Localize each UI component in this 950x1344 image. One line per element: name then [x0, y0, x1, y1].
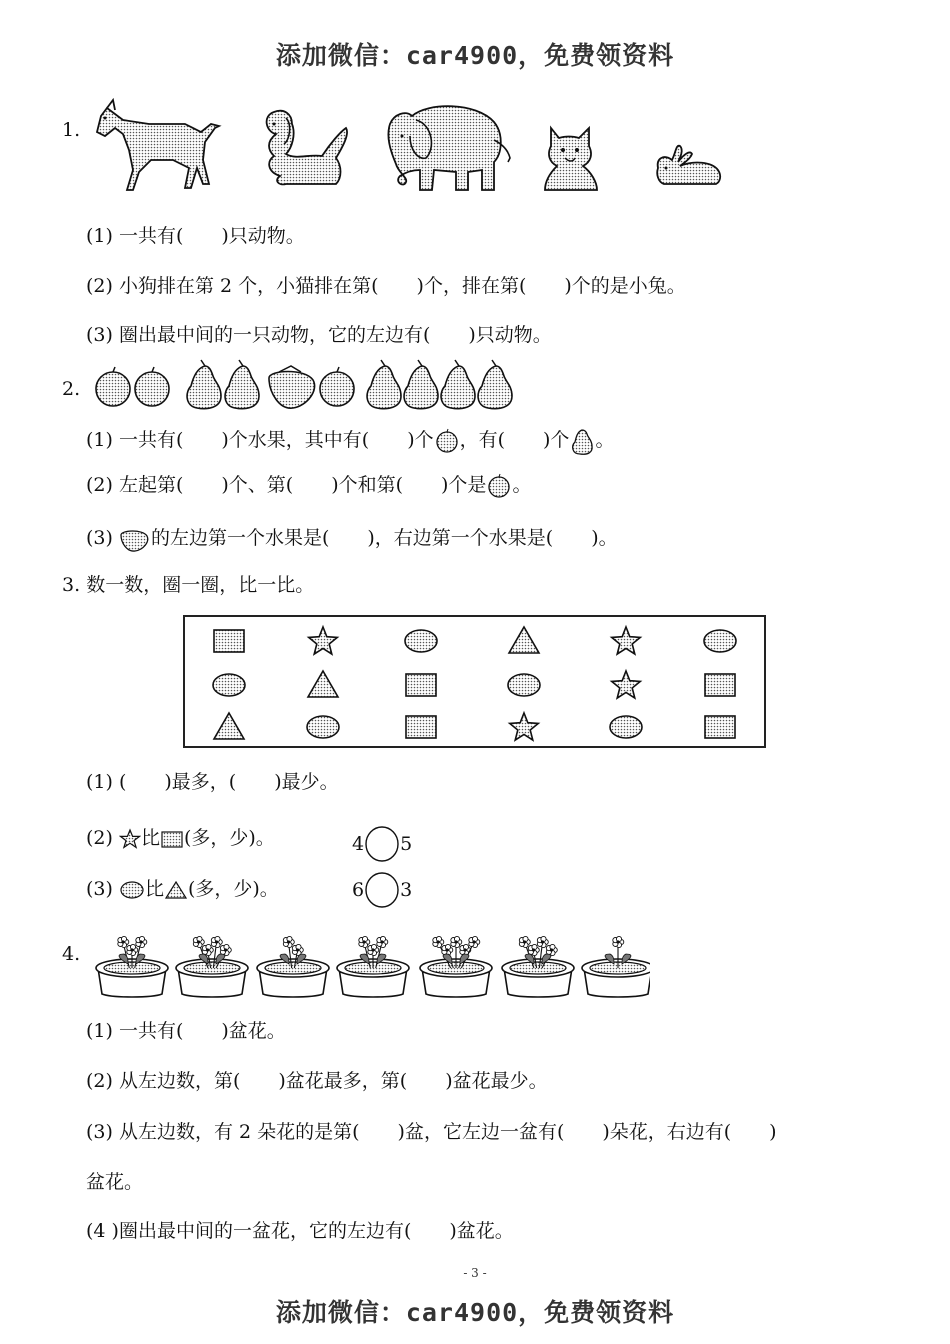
flower-icon — [193, 936, 204, 947]
rabbit-image — [650, 142, 726, 190]
ellipse-icon[interactable] — [610, 716, 642, 738]
footer-banner: 添加微信：car4900，免费领资料 — [275, 1298, 675, 1327]
square-icon[interactable] — [406, 674, 436, 696]
flower-icon — [451, 936, 462, 947]
flower-icon — [283, 936, 294, 947]
flower-icon — [537, 936, 548, 947]
flower-icon — [433, 936, 444, 947]
square-icon — [160, 829, 184, 849]
q3-compare-2: 6 3 — [352, 872, 412, 910]
q1-item-2: (2) 小狗排在第 2 个，小猫排在第( )个，排在第( )个的是小兔。 — [86, 275, 686, 297]
q3-heading: 3. 数一数，圈一圈，比一比。 — [62, 574, 315, 596]
flower-icon — [377, 936, 388, 947]
ellipse-icon[interactable] — [213, 674, 245, 696]
compare-circle[interactable] — [364, 826, 400, 864]
pear-icon — [367, 360, 401, 409]
apple-icon — [434, 428, 460, 454]
ellipse-icon[interactable] — [405, 630, 437, 652]
q2-number: 2. — [62, 378, 81, 400]
star-icon[interactable] — [612, 627, 641, 654]
flower-icon — [136, 936, 147, 947]
q2-item-3: (3) 的左边第一个水果是( )，右边第一个水果是( )。 — [86, 526, 618, 552]
star-icon[interactable] — [309, 627, 338, 654]
header-banner: 添加微信：car4900，免费领资料 — [275, 41, 675, 70]
shapes-grid-svg — [185, 617, 764, 746]
q2-item-2: (2) 左起第( )个、第( )个和第( )个是 。 — [86, 473, 531, 499]
page-number: - 3 - — [463, 1266, 487, 1280]
strawberry-icon — [269, 366, 315, 408]
cat-image — [541, 124, 601, 196]
apple-icon — [320, 367, 354, 406]
ellipse-icon[interactable] — [508, 674, 540, 696]
pear-icon — [478, 360, 512, 409]
q1-number: 1. — [62, 119, 81, 141]
pear-icon — [569, 426, 595, 456]
square-icon[interactable] — [705, 716, 735, 738]
flower-pot[interactable] — [257, 936, 329, 997]
q4-item-2: (2) 从左边数，第( )盆花最多，第( )盆花最少。 — [86, 1070, 548, 1092]
flower-pot[interactable] — [96, 936, 168, 997]
flower-icon — [118, 936, 129, 947]
q4-item-3-cont: 盆花。 — [86, 1171, 144, 1193]
ellipse-icon[interactable] — [307, 716, 339, 738]
fruit-row — [93, 358, 523, 412]
apple-icon — [486, 473, 512, 499]
q1-item-1: (1) 一共有( )只动物。 — [86, 225, 305, 247]
q3-item-1: (1) ( )最多，( )最少。 — [86, 771, 339, 793]
triangle-icon[interactable] — [214, 713, 244, 739]
star-icon[interactable] — [612, 671, 641, 698]
triangle-icon — [164, 880, 188, 900]
q3-item-3: (3) 比 (多，少)。 — [86, 878, 279, 900]
star-icon — [119, 828, 141, 850]
square-icon[interactable] — [406, 716, 436, 738]
square-icon[interactable] — [214, 630, 244, 652]
flower-pot[interactable] — [420, 936, 492, 997]
ellipse-icon[interactable] — [704, 630, 736, 652]
flower-icon — [613, 936, 624, 947]
flower-pot[interactable] — [582, 936, 650, 997]
q4-item-1: (1) 一共有( )盆花。 — [86, 1020, 286, 1042]
strawberry-icon — [119, 526, 151, 552]
flower-icon — [211, 936, 222, 947]
star-icon[interactable] — [510, 713, 539, 740]
q4-item-4: (4 )圈出最中间的一盆花，它的左边有( )盆花。 — [86, 1220, 514, 1242]
q4-item-3: (3) 从左边数，有 2 朵花的是第( )盆，它左边一盆有( )朵花，右边有( ) — [86, 1121, 777, 1143]
flower-pots-row — [90, 928, 650, 1002]
flower-pot[interactable] — [502, 936, 574, 997]
square-icon[interactable] — [705, 674, 735, 696]
flower-icon — [519, 936, 530, 947]
flower-icon — [359, 936, 370, 947]
flower-icon — [469, 936, 480, 947]
flower-icon — [127, 944, 138, 955]
q4-number: 4. — [62, 943, 81, 965]
pear-icon — [225, 360, 259, 409]
apple-icon — [96, 367, 130, 406]
flower-icon — [368, 944, 379, 955]
compare-circle[interactable] — [364, 872, 400, 910]
shapes-grid — [183, 615, 766, 748]
horse-image — [93, 98, 223, 198]
pear-icon — [187, 360, 221, 409]
q1-item-3: (3) 圈出最中间的一只动物，它的左边有( )只动物。 — [86, 324, 552, 346]
triangle-icon[interactable] — [308, 671, 338, 697]
flower-pot[interactable] — [337, 936, 409, 997]
q2-item-1: (1) 一共有( )个水果，其中有( )个 ，有( )个 。 — [86, 426, 614, 456]
dog-image — [256, 104, 352, 190]
q3-item-2: (2) 比 (多，少)。 — [86, 827, 275, 849]
pear-icon — [404, 360, 438, 409]
q3-compare-1: 4 5 — [352, 826, 412, 864]
apple-icon — [135, 367, 169, 406]
elephant-image — [376, 100, 516, 196]
flower-pot[interactable] — [176, 936, 248, 997]
triangle-icon[interactable] — [509, 627, 539, 653]
ellipse-icon — [119, 880, 145, 900]
pear-icon — [441, 360, 475, 409]
